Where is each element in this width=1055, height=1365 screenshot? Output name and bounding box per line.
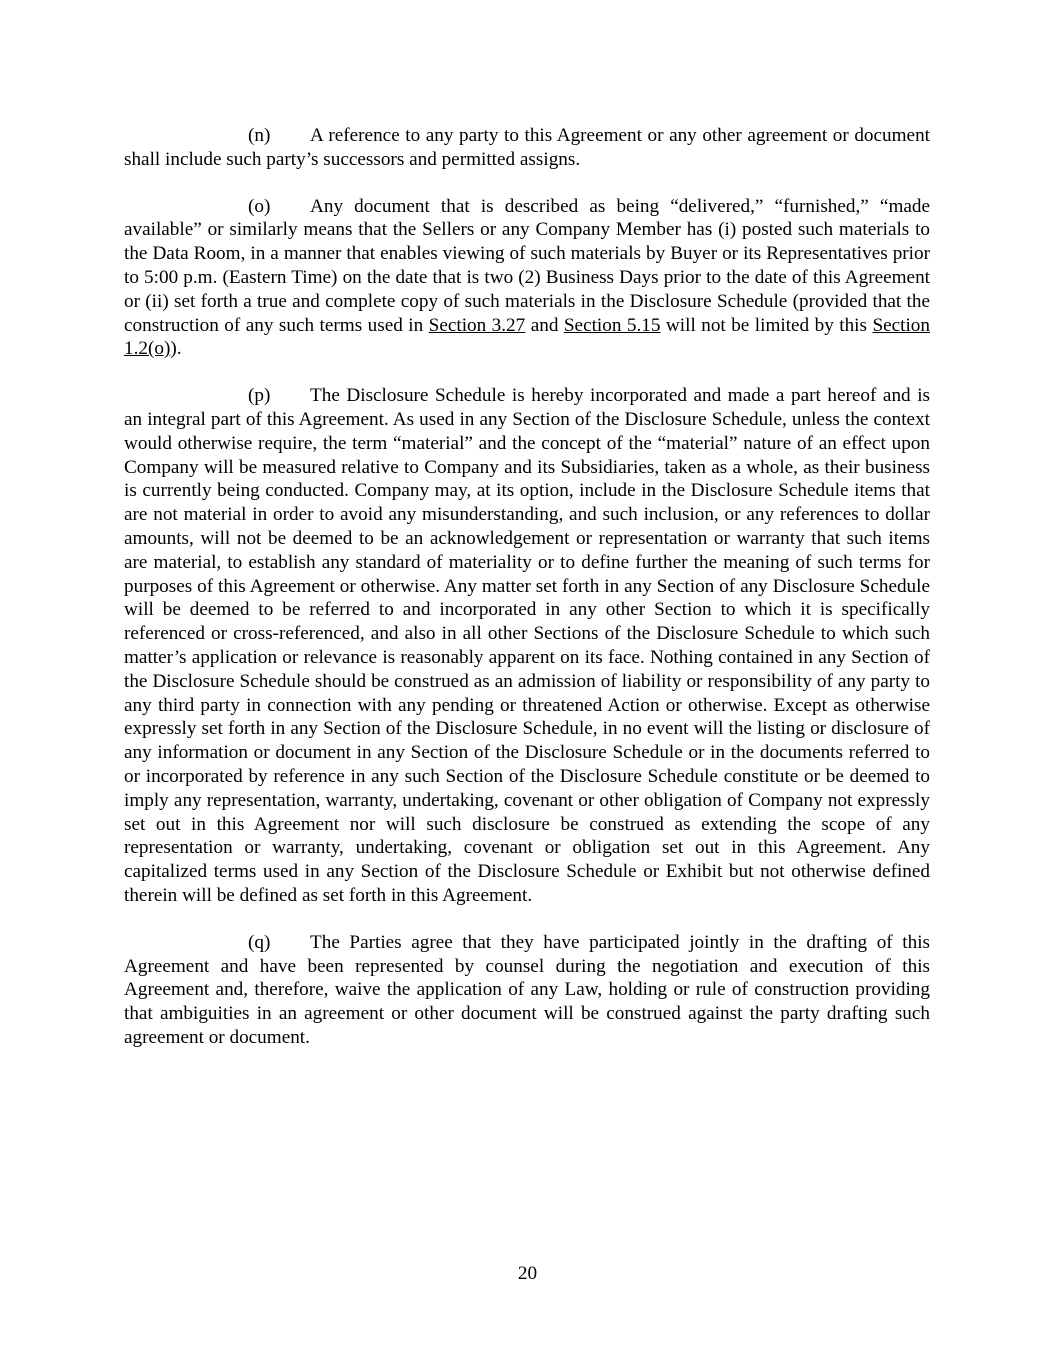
page-number: 20	[517, 1263, 538, 1284]
paragraph-p-text: The Disclosure Schedule is hereby incorporated and made a part hereof and is an integral part of this Agreement. As used in any Section of the Disclosure Schedule, unless the context would otherwise require, the term “material” and the concept of the “material” nature of an effect upon Company will be measured relative to Company and its Subsidiaries, taken as a whole, as their business is currently being conducted. Company may, at its option, include in the Disclosure Schedule items that are not material in order to avoid any misunderstanding, and such inclusion, or any references to dollar amounts, will not be deemed to be an acknowledgement or representation or warranty that such items are material, to establish any standard of materiality or to define further the meaning of such terms for purposes of this Agreement or otherwise. Any matter set forth in any Section of any Disclosure Schedule will be deemed to be referred to and incorporated in any other Section to which it is specifically referenced or cross-referenced, and also in all other Sections of the Disclosure Schedule to which such matter’s application or relevance is reasonably apparent on its face. Nothing contained in any Section of the Disclosure Schedule should be construed as an admission of liability or responsibility of any party to any third party in connection with any pending or threatened Action or otherwise. Except as otherwise expressly set forth in any Section of the Disclosure Schedule, in no event will the listing or disclosure of any information or document in any Section of the Disclosure Schedule or in the documents referred to or incorporated by reference in any such Section of the Disclosure Schedule constitute or be deemed to imply any representation, warranty, undertaking, covenant or other obligation of Company not expressly set out in this Agreement nor will such disclosure be construed as extending the scope of any representation or warranty, undertaking, covenant or obligation set out in this Agreement. Any capitalized terms used in any Section of the Disclosure Schedule or Exhibit but not otherwise defined therein will be defined as set forth in this Agreement.	[124, 385, 930, 906]
paragraph-o-text-4: ).	[170, 338, 182, 360]
section-3-27-reference: Section 3.27	[428, 314, 526, 336]
section-1-2-o-reference: Section 1.2(o)	[124, 314, 930, 360]
paragraph-o	[124, 195, 930, 362]
paragraph-o-text-2: and	[525, 314, 564, 336]
paragraph-n-label: (n)	[248, 125, 271, 146]
paragraph-q	[124, 931, 930, 1050]
paragraph-o-text-1: Any document that is described as being “delivered,” “furnished,” “made available” or similarly means that the Sellers or any Company Member has (i) posted such materials to the Data Room, in a manner that enables viewing of such materials by Buyer or its Representatives prior to 5:00 p.m. (Eastern Time) on the date that is two (2) Business Days prior to the date of this Agreement or (ii) set forth a true and complete copy of such materials in the Disclosure Schedule (provided that the construction of any such terms used in	[124, 195, 930, 336]
paragraph-p	[124, 384, 930, 908]
paragraph-p-label: (p)	[248, 385, 271, 407]
paragraph-n-text: A reference to any party to this Agreement or any other agreement or document shall include such party’s successors and permitted assigns.	[124, 125, 930, 170]
section-5-15-reference: Section 5.15	[563, 314, 661, 336]
paragraph-q-text: The Parties agree that they have participated jointly in the drafting of this Agreement and have been represented by counsel during the negotiation and execution of this Agreement and, therefore, waive the application of any Law, holding or rule of construction providing that ambiguities in an agreement or other document will be construed against the party drafting such agreement or document.	[124, 931, 930, 1048]
paragraph-o-label: (o)	[248, 195, 271, 217]
document-page	[124, 124, 930, 1073]
paragraph-n	[124, 124, 930, 172]
paragraph-o-text-3: will not be limited by this	[660, 314, 873, 336]
paragraph-q-label: (q)	[248, 931, 271, 953]
